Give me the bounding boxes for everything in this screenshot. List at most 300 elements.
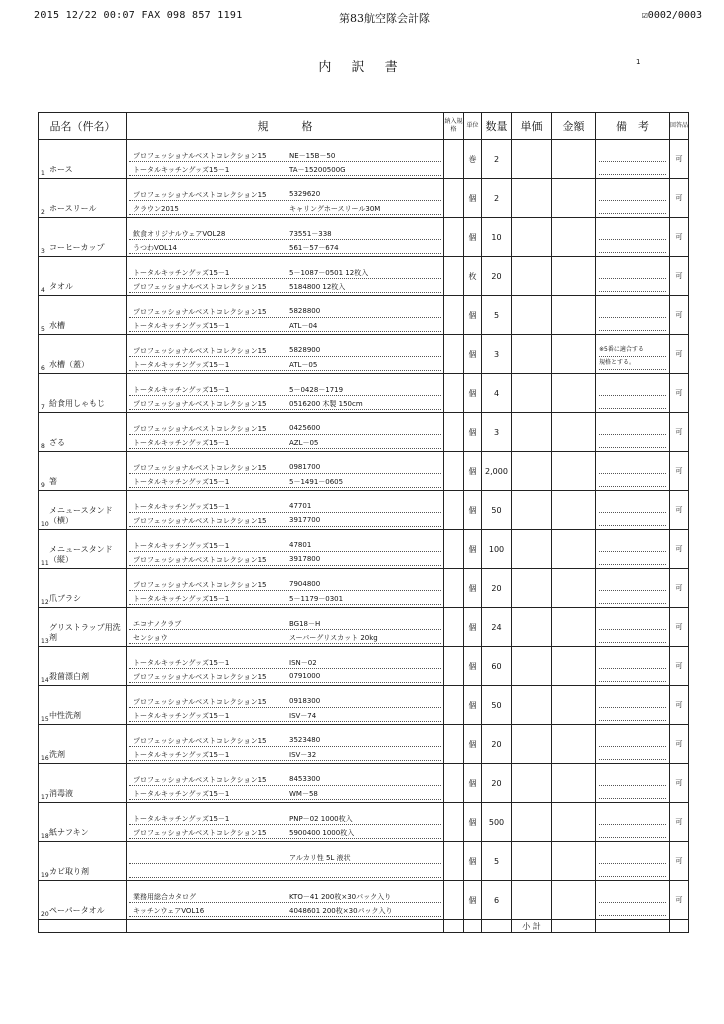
spec-code: 73551－338 — [289, 229, 332, 238]
item-availability: 可 — [670, 413, 689, 452]
item-flag-cell — [444, 374, 464, 413]
item-name-cell — [39, 179, 127, 218]
item-qty: 20 — [482, 725, 512, 764]
item-number: 17 — [41, 794, 49, 801]
spec-catalog: うつわVOL14 — [133, 243, 177, 252]
memo-line — [599, 578, 666, 591]
memo-line — [599, 812, 666, 825]
spec-line — [129, 265, 441, 279]
breakdown-table — [38, 112, 689, 933]
item-number: 18 — [41, 833, 49, 840]
item-availability: 可 — [670, 179, 689, 218]
item-amount-cell — [552, 179, 596, 218]
item-unit: 個 — [464, 452, 482, 491]
item-name-cell — [39, 764, 127, 803]
item-amount-cell — [552, 218, 596, 257]
item-name: 箸 — [49, 477, 57, 486]
table-row — [39, 491, 689, 530]
item-number: 1 — [41, 170, 45, 177]
spec-catalog: トータルキッチングッズ15－1 — [133, 594, 230, 603]
item-number: 13 — [41, 638, 49, 645]
item-amount-cell — [552, 764, 596, 803]
spec-line — [129, 474, 441, 488]
item-spec-cell — [127, 764, 444, 803]
spec-code: 47701 — [289, 501, 312, 510]
table-row — [39, 140, 689, 179]
item-unit: 個 — [464, 647, 482, 686]
spec-catalog: プロフェッショナルベストコレクション15 — [133, 282, 267, 291]
spec-line — [129, 903, 441, 917]
memo-line — [599, 617, 666, 630]
item-amount-cell — [552, 647, 596, 686]
memo-line — [599, 630, 666, 643]
item-flag-cell — [444, 686, 464, 725]
item-spec-cell — [127, 608, 444, 647]
spec-code: 4048601 200枚×30パック入り — [289, 906, 393, 915]
spec-code: 5329620 — [289, 189, 321, 198]
spec-line — [129, 552, 441, 566]
item-qty: 24 — [482, 608, 512, 647]
item-availability: 可 — [670, 452, 689, 491]
spec-line — [129, 513, 441, 527]
item-unit: 個 — [464, 725, 482, 764]
item-amount-cell — [552, 335, 596, 374]
spec-code: 0791000 — [289, 671, 321, 680]
document-title: 内 訳 書 — [318, 60, 406, 75]
item-amount-cell — [552, 608, 596, 647]
item-name: ホースリール — [49, 204, 97, 213]
item-flag-cell — [444, 296, 464, 335]
item-qty: 5 — [482, 296, 512, 335]
header-qty: 数量 — [482, 113, 512, 140]
item-name: タオル — [49, 282, 73, 291]
spec-code: PNP－02 1000枚入 — [289, 814, 353, 823]
spec-catalog: プロフェッショナルベストコレクション15 — [133, 580, 267, 589]
memo-line — [599, 279, 666, 292]
table-row — [39, 452, 689, 491]
item-qty: 60 — [482, 647, 512, 686]
item-number: 15 — [41, 716, 49, 723]
item-amount-cell — [552, 452, 596, 491]
spec-catalog: プロフェッショナルベストコレクション15 — [133, 190, 267, 199]
item-qty: 10 — [482, 218, 512, 257]
spec-line — [129, 226, 441, 240]
spec-line — [129, 240, 441, 254]
item-amount-cell — [552, 140, 596, 179]
item-unit: 枚 — [464, 257, 482, 296]
item-number: 5 — [41, 326, 45, 333]
fax-header — [34, 10, 702, 24]
item-amount-cell — [552, 569, 596, 608]
item-flag-cell — [444, 647, 464, 686]
item-number: 6 — [41, 365, 45, 372]
spec-code: 47801 — [289, 540, 312, 549]
subtotal-label: 小 計 — [512, 920, 552, 933]
item-spec-cell — [127, 725, 444, 764]
header-unit: 単位 — [464, 113, 482, 140]
spec-code: 0516200 木製 150cm — [289, 399, 363, 408]
item-unit: 個 — [464, 335, 482, 374]
item-availability: 可 — [670, 218, 689, 257]
spec-line — [129, 772, 441, 786]
spec-code: 0918300 — [289, 696, 321, 705]
item-memo-cell — [596, 179, 670, 218]
spec-line — [129, 825, 441, 839]
memo-line — [599, 305, 666, 318]
table-row — [39, 764, 689, 803]
item-memo-cell — [596, 608, 670, 647]
item-name-cell — [39, 374, 127, 413]
item-memo-cell — [596, 764, 670, 803]
item-flag-cell — [444, 335, 464, 374]
item-memo-cell — [596, 686, 670, 725]
item-flag-cell — [444, 530, 464, 569]
item-availability: 可 — [670, 803, 689, 842]
item-name: グリストラップ用洗剤 — [49, 623, 121, 642]
table-row — [39, 803, 689, 842]
spec-catalog: プロフェッショナルベストコレクション15 — [133, 424, 267, 433]
subtotal-amount — [552, 920, 596, 933]
item-availability: 可 — [670, 647, 689, 686]
item-qty: 20 — [482, 569, 512, 608]
item-name-cell — [39, 881, 127, 920]
spec-line — [129, 357, 441, 371]
spec-code: KTO－41 200枚×30パック入り — [289, 892, 392, 901]
spec-catalog: エコナノクラブ — [133, 619, 182, 628]
memo-line — [599, 435, 666, 448]
item-price-cell — [512, 842, 552, 881]
item-flag-cell — [444, 179, 464, 218]
item-name: 紙ナフキン — [49, 828, 89, 837]
spec-line — [129, 279, 441, 293]
item-qty: 500 — [482, 803, 512, 842]
item-name-cell — [39, 413, 127, 452]
spec-catalog: トータルキッチングッズ15－1 — [133, 385, 230, 394]
item-spec-cell — [127, 140, 444, 179]
spec-catalog: プロフェッショナルベストコレクション15 — [133, 828, 267, 837]
item-memo-cell — [596, 725, 670, 764]
spec-catalog: トータルキッチングッズ15－1 — [133, 711, 230, 720]
item-name: カビ取り剤 — [49, 867, 89, 876]
item-availability: 可 — [670, 491, 689, 530]
item-availability: 可 — [670, 530, 689, 569]
item-qty: 2,000 — [482, 452, 512, 491]
item-number: 3 — [41, 248, 45, 255]
item-qty: 2 — [482, 179, 512, 218]
spec-line — [129, 747, 441, 761]
item-flag-cell — [444, 608, 464, 647]
spec-code: BG18－H — [289, 619, 321, 628]
memo-line — [599, 513, 666, 526]
spec-code: アルカリ性 5L 液状 — [289, 853, 351, 862]
item-spec-cell — [127, 413, 444, 452]
memo-line — [599, 266, 666, 279]
item-price-cell — [512, 257, 552, 296]
table-row — [39, 179, 689, 218]
item-name: 洗剤 — [49, 750, 65, 759]
spec-code: ISV－74 — [289, 711, 317, 720]
memo-line — [599, 240, 666, 253]
memo-line — [599, 383, 666, 396]
item-spec-cell — [127, 803, 444, 842]
item-name-cell — [39, 569, 127, 608]
spec-code: キャリングホースリール30M — [289, 204, 381, 213]
memo-line — [599, 747, 666, 760]
item-flag-cell — [444, 803, 464, 842]
fax-transmission-info: 2015 12/22 00:07 FAX 098 857 1191 — [34, 10, 243, 21]
item-unit: 個 — [464, 569, 482, 608]
item-name: ペーパータオル — [49, 906, 105, 915]
item-unit: 個 — [464, 179, 482, 218]
spec-line — [129, 811, 441, 825]
item-qty: 3 — [482, 335, 512, 374]
item-amount-cell — [552, 725, 596, 764]
item-unit: 個 — [464, 530, 482, 569]
item-spec-cell — [127, 296, 444, 335]
header-price: 単価 — [512, 113, 552, 140]
memo-line — [599, 734, 666, 747]
memo-line — [599, 890, 666, 903]
item-name-cell — [39, 296, 127, 335]
table-row — [39, 296, 689, 335]
item-number: 20 — [41, 911, 49, 918]
item-amount-cell — [552, 803, 596, 842]
subtotal-row — [39, 920, 689, 933]
item-unit: 個 — [464, 218, 482, 257]
spec-catalog: トータルキッチングッズ15－1 — [133, 789, 230, 798]
item-availability: 可 — [670, 257, 689, 296]
spec-line — [129, 304, 441, 318]
table-row — [39, 218, 689, 257]
item-memo-cell — [596, 335, 670, 374]
spec-code: NE－15B－50 — [289, 151, 336, 160]
spec-catalog: プロフェッショナルベストコレクション15 — [133, 151, 267, 160]
item-number: 2 — [41, 209, 45, 216]
header-name: 品名（件名） — [39, 113, 127, 140]
item-spec-cell — [127, 647, 444, 686]
spec-catalog: クラウン2015 — [133, 204, 179, 213]
spec-catalog: プロフェッショナルベストコレクション15 — [133, 399, 267, 408]
item-qty: 3 — [482, 413, 512, 452]
spec-code: 5－1087－0501 12枚入 — [289, 268, 369, 277]
item-unit: 個 — [464, 803, 482, 842]
item-qty: 6 — [482, 881, 512, 920]
item-amount-cell — [552, 842, 596, 881]
spec-line — [129, 733, 441, 747]
spec-code: 7904800 — [289, 579, 321, 588]
memo-line — [599, 201, 666, 214]
item-name: ざる — [49, 438, 65, 447]
spec-code: TA－15200500G — [289, 165, 346, 174]
item-spec-cell — [127, 842, 444, 881]
memo-line — [599, 669, 666, 682]
spec-code: 5828800 — [289, 306, 321, 315]
item-flag-cell — [444, 569, 464, 608]
item-number: 14 — [41, 677, 49, 684]
memo-line — [599, 825, 666, 838]
spec-catalog: トータルキッチングッズ15－1 — [133, 502, 230, 511]
spec-code: ISV－32 — [289, 750, 317, 759]
item-price-cell — [512, 491, 552, 530]
item-spec-cell — [127, 452, 444, 491]
table-row — [39, 881, 689, 920]
spec-catalog: トータルキッチングッズ15－1 — [133, 814, 230, 823]
spec-line — [129, 148, 441, 162]
item-flag-cell — [444, 725, 464, 764]
spec-catalog: プロフェッショナルベストコレクション15 — [133, 555, 267, 564]
item-name-cell — [39, 725, 127, 764]
item-flag-cell — [444, 842, 464, 881]
header-amount: 金額 — [552, 113, 596, 140]
item-unit: 個 — [464, 608, 482, 647]
item-number: 4 — [41, 287, 45, 294]
item-price-cell — [512, 725, 552, 764]
item-name-cell — [39, 686, 127, 725]
item-amount-cell — [552, 374, 596, 413]
memo-line — [599, 695, 666, 708]
item-number: 11 — [41, 560, 49, 567]
item-qty: 2 — [482, 140, 512, 179]
spec-catalog: トータルキッチングッズ15－1 — [133, 477, 230, 486]
item-name-cell — [39, 140, 127, 179]
item-spec-cell — [127, 374, 444, 413]
spec-code: 5－0428－1719 — [289, 385, 344, 394]
item-flag-cell — [444, 452, 464, 491]
item-amount-cell — [552, 530, 596, 569]
item-price-cell — [512, 374, 552, 413]
item-name-cell — [39, 608, 127, 647]
item-name-cell — [39, 530, 127, 569]
spec-code: 5－1179－0301 — [289, 594, 344, 603]
page-number: 1 — [636, 58, 641, 66]
spec-code: 5－1491－0605 — [289, 477, 344, 486]
spec-line — [129, 343, 441, 357]
spec-catalog: プロフェッショナルベストコレクション15 — [133, 516, 267, 525]
item-price-cell — [512, 140, 552, 179]
spec-catalog: プロフェッショナルベストコレクション15 — [133, 672, 267, 681]
table-row — [39, 608, 689, 647]
item-spec-cell — [127, 335, 444, 374]
item-memo-cell — [596, 647, 670, 686]
item-memo-cell — [596, 413, 670, 452]
spec-line — [129, 396, 441, 410]
item-amount-cell — [552, 257, 596, 296]
item-qty: 50 — [482, 491, 512, 530]
item-price-cell — [512, 881, 552, 920]
item-spec-cell — [127, 881, 444, 920]
item-name-cell — [39, 491, 127, 530]
spec-code: 3917700 — [289, 515, 321, 524]
item-spec-cell — [127, 218, 444, 257]
spec-line — [129, 499, 441, 513]
item-availability: 可 — [670, 569, 689, 608]
item-unit: 個 — [464, 842, 482, 881]
spec-line — [129, 538, 441, 552]
item-name: メニュースタンド（縦） — [49, 545, 113, 564]
item-name: 水槽（蓋） — [49, 360, 89, 369]
item-number: 12 — [41, 599, 49, 606]
memo-line: ※5番に適合する — [599, 344, 666, 357]
item-memo-cell — [596, 257, 670, 296]
spec-line — [129, 460, 441, 474]
spec-catalog: センショウ — [133, 633, 168, 642]
spec-catalog: トータルキッチングッズ15－1 — [133, 750, 230, 759]
fax-page-counter: ☑0002/0003 — [641, 10, 702, 21]
spec-line — [129, 162, 441, 176]
item-name: メニュースタンド（横） — [49, 506, 113, 525]
item-price-cell — [512, 335, 552, 374]
item-availability: 可 — [670, 140, 689, 179]
item-memo-cell — [596, 491, 670, 530]
memo-line — [599, 552, 666, 565]
spec-line — [129, 187, 441, 201]
memo-line — [599, 903, 666, 916]
item-amount-cell — [552, 881, 596, 920]
item-unit: 個 — [464, 881, 482, 920]
item-name-cell — [39, 803, 127, 842]
memo-line — [599, 851, 666, 864]
item-flag-cell — [444, 881, 464, 920]
item-qty: 50 — [482, 686, 512, 725]
item-flag-cell — [444, 491, 464, 530]
table-row — [39, 725, 689, 764]
item-name-cell — [39, 842, 127, 881]
memo-line — [599, 786, 666, 799]
spec-code: 0981700 — [289, 462, 321, 471]
spec-line — [129, 382, 441, 396]
item-availability: 可 — [670, 881, 689, 920]
item-name: 水槽 — [49, 321, 65, 330]
item-number: 7 — [41, 404, 45, 411]
item-memo-cell — [596, 530, 670, 569]
table-row — [39, 686, 689, 725]
item-name-cell — [39, 452, 127, 491]
spec-code: 8453300 — [289, 774, 321, 783]
item-memo-cell — [596, 374, 670, 413]
memo-line — [599, 188, 666, 201]
item-flag-cell — [444, 257, 464, 296]
fax-sender: 第83航空隊会計隊 — [339, 12, 430, 25]
spec-line — [129, 318, 441, 332]
spec-code: ATL－05 — [289, 360, 318, 369]
spec-code: 0425600 — [289, 423, 321, 432]
item-availability: 可 — [670, 608, 689, 647]
spec-catalog: トータルキッチングッズ15－1 — [133, 438, 230, 447]
item-name: 殺菌漂白剤 — [49, 672, 89, 681]
spec-line — [129, 421, 441, 435]
spec-catalog: キッチンウェアVOL16 — [133, 906, 205, 915]
item-price-cell — [512, 413, 552, 452]
item-number: 10 — [41, 521, 49, 528]
item-memo-cell — [596, 803, 670, 842]
memo-line — [599, 149, 666, 162]
memo-line — [599, 227, 666, 240]
table-row — [39, 842, 689, 881]
item-number: 8 — [41, 443, 45, 450]
item-qty: 100 — [482, 530, 512, 569]
memo-line — [599, 708, 666, 721]
memo-line — [599, 539, 666, 552]
item-name: 給食用しゃもじ — [49, 399, 105, 408]
memo-line — [599, 656, 666, 669]
item-name: コーヒーカップ — [49, 243, 105, 252]
spec-line — [129, 669, 441, 683]
item-name-cell — [39, 647, 127, 686]
item-spec-cell — [127, 686, 444, 725]
item-spec-cell — [127, 491, 444, 530]
spec-line — [129, 850, 441, 864]
header-spec: 規 格 — [127, 113, 444, 140]
